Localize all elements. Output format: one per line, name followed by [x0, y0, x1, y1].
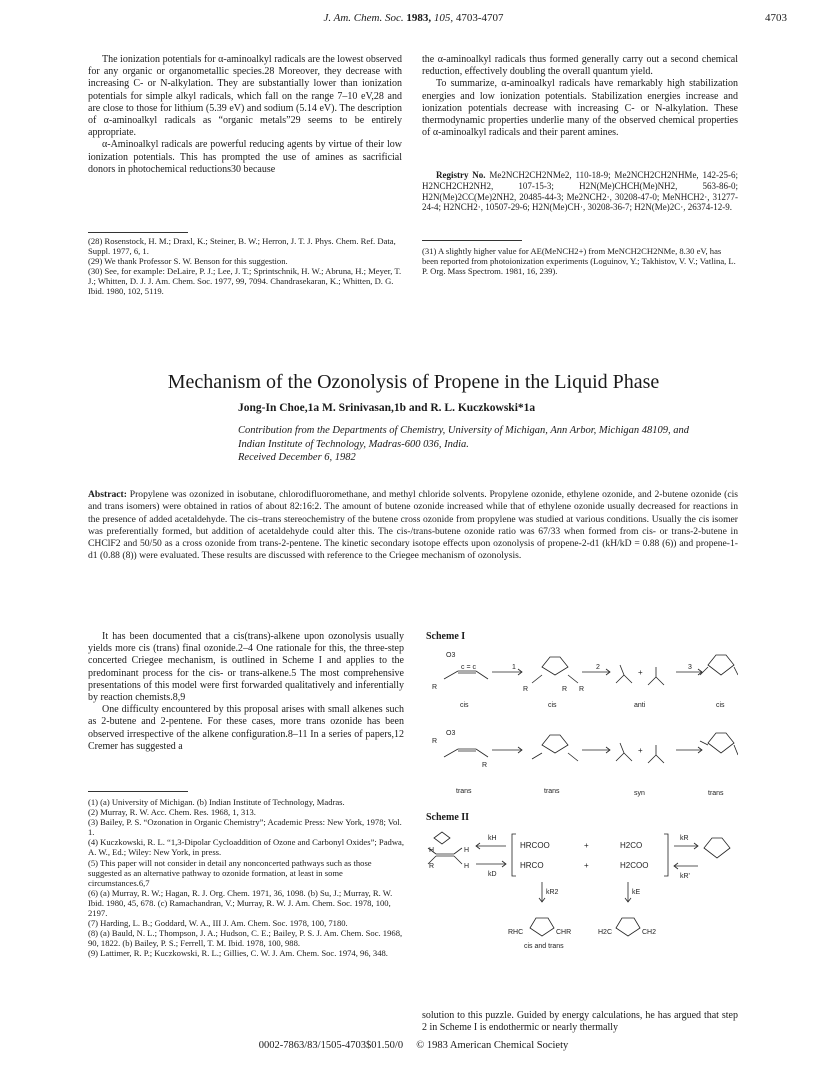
svg-text:R: R	[562, 686, 568, 693]
svg-text:O3: O3	[446, 730, 456, 737]
footnote: (7) Harding, L. B.; Goddard, W. A., III J. Am. Chem. Soc. 1978, 100, 7180.	[88, 918, 348, 929]
rate-label: kR2	[546, 889, 559, 896]
top-right-column	[422, 54, 738, 139]
received-date: Received December 6, 1982	[238, 452, 356, 463]
footnote: (6) (a) Murray, R. W.; Hagan, R. J. Org. Chem. 1971, 36, 1098. (b) Su, J.; Murray, R. W. Ibid. 1980, 45, 678. (c) Ramachandran, V.; Murray, R. W. J. Am. Chem. Soc. 1978, 100, 2197.	[88, 887, 393, 919]
top-left-column	[88, 54, 402, 176]
svg-text:O3: O3	[446, 652, 456, 659]
svg-text:H: H	[464, 863, 470, 870]
stereo-label: trans	[456, 788, 472, 795]
footnote: (3) Bailey, P. S. “Ozonation in Organic Chemistry”; Academic Press: New York, 1978; Vol. 1.	[88, 817, 402, 838]
stereo-label: anti	[634, 702, 646, 709]
registry-label: Registry No.	[436, 170, 486, 180]
step-label: 2	[596, 664, 600, 671]
scheme-caption: cis and trans	[524, 943, 564, 950]
footnote: (2) Murray, R. W. Acc. Chem. Res. 1968, 1, 313.	[88, 807, 256, 818]
scheme-2-title: Scheme II	[426, 812, 470, 823]
article-title: Mechanism of the Ozonolysis of Propene in the Liquid Phase	[167, 371, 660, 393]
journal-year: 1983,	[406, 12, 432, 24]
svg-text:H: H	[429, 847, 435, 854]
page-footer	[0, 1040, 827, 1051]
rate-label: kH	[488, 835, 497, 842]
svg-text:R: R	[482, 762, 488, 769]
registry-text: Me2NCH2CH2NMe2, 110-18-9; Me2NCH2CH2NHMe, 142-25-6; H2NCH2CH2NH2, 107-15-3; H2N(Me)CHCH(Me)NH2, 563-86-0; H2N(Me)2CC(Me)2NH2, 20485-44-3; Me2NCH2·, 30208-47-0; MeNHCH2·, 31277-24-4; H2NCH2·, 10507-29-6; H2N(Me)CH·, 30208-36-7; H2N(Me)2C·, 26374-12-9.	[422, 170, 738, 213]
paragraph: α-Aminoalkyl radicals are powerful reducing agents by virtue of their low ionization potentials. This has prompted the use of amines as sacrificial donors in photochemical reductions30 because	[88, 139, 402, 175]
rate-label: kR'	[680, 873, 690, 880]
abstract-label: Abstract:	[88, 489, 127, 500]
paragraph: solution to this puzzle. Guided by energy calculations, he has argued that step 2 in Scheme I is endothermic or nearly thermally	[422, 1010, 738, 1034]
svg-text:H: H	[464, 847, 470, 854]
affiliation-text: Contribution from the Departments of Chemistry, University of Michigan, Ann Arbor, Michigan 48109, and Indian Institute of Technology, Madras-600 036, India.	[238, 425, 689, 450]
species-label: HRCO	[520, 861, 544, 870]
paragraph: It has been documented that a cis(trans)-alkene upon ozonolysis usually yields more cis (trans) final ozonide.2–4 One rationale for this, the three-step concerted Criegee mechanism, is outlined in Scheme I and applies to the predominant process for the cis- or trans-alkene.5 The most comprehensive presentations of this model were first forwarded qualitatively and inferentially by reaction chemists.8,9	[88, 631, 404, 704]
journal-name: J. Am. Chem. Soc.	[323, 12, 404, 24]
body-right-column	[422, 1010, 738, 1034]
svg-text:R: R	[523, 686, 529, 693]
copyright: © 1983 American Chemical Society	[416, 1040, 569, 1051]
paragraph: the α-aminoalkyl radicals thus formed generally carry out a second chemical reduction, effectively doubling the overall quantum yield.	[422, 54, 738, 78]
svg-text:R: R	[432, 684, 438, 691]
scheme-1-title: Scheme I	[426, 631, 466, 642]
abstract-text: Propylene was ozonized in isobutane, chlorodifluoromethane, and methyl chloride solvents. Propylene ozonide, ethylene ozonide, and 2-butene ozonide (cis and trans isomers) were obtained in ratios of about 82:16:2. The amount of butene ozonide increased while that of ethylene ozonide usually decreased for reactions in the presence of added acetaldehyde. The cis–trans stereochemistry of the butene cross ozonide from propylene was studied at various conditions. Usually the cis isomer was preferentially formed, but addition of acetaldehyde could alter this. The cis-/trans-butene ozonide ratio was 67/33 when formed from cis- or trans-2-butene in CHClF2 and 50/50 as a cross ozonide from trans-2-pentene. The kinetic secondary isotope effects upon ozonolysis of propene-2-d1 (kH/kD = 0.88 (6)) and propene-1-d1 (0.88 (8)) were evaluated. These results are discussed with reference to the Criegee mechanism of ozonolysis.	[88, 489, 738, 562]
paragraph: To summarize, α-aminoalkyl radicals have remarkably high stabilization energies and low ionization potentials. Stabilization energies increase and ionization potentials decrease with increasing C- or N-alkylation. These thermodynamic properties underlie many of the observed chemical properties of α-aminoalkyl radicals and their parent amines.	[422, 78, 738, 139]
paragraph: One difficulty encountered by this proposal arises with small alkenes such as 2-butene and 2-pentene. For these cases, more trans ozonide has been observed irrespective of the alkene configuration.8–11 In a series of papers,12 Cremer has suggested a	[88, 704, 404, 752]
step-label: 3	[688, 664, 692, 671]
top-right-footnote	[422, 246, 738, 276]
abstract	[88, 489, 738, 563]
stereo-label: cis	[548, 702, 557, 709]
stereo-label: cis	[716, 702, 725, 709]
footnote: (30) See, for example: DeLaire, P. J.; Lee, J. T.; Sprintschnik, H. W.; Abruna, H.; Meyer, T. J.; Whitten, D. J. J. Am. Chem. Soc. 1977, 99, 7094. Chandrasekaran, K.; Whitten, D. G. Ibid. 1980, 102, 5119.	[88, 266, 402, 297]
body-left-footnotes	[88, 797, 404, 959]
stereo-label: trans	[544, 788, 560, 795]
svg-text:c = c: c = c	[461, 664, 476, 671]
svg-text:+: +	[638, 668, 643, 677]
journal-volume: 105,	[433, 12, 454, 24]
species-label: H2CO	[620, 841, 643, 850]
stereo-label: cis	[460, 702, 469, 709]
footnote: (28) Rosenstock, H. M.; Draxl, K.; Steiner, B. W.; Herron, J. T. J. Phys. Chem. Ref. Data, Suppl. 1977, 6, 1.	[88, 236, 396, 257]
product-label: RHC	[508, 929, 524, 936]
article-affiliation	[238, 424, 708, 465]
product-label: H2C	[598, 929, 613, 936]
footnote: (8) (a) Bauld, N. L.; Thompson, J. A.; Hudson, C. E.; Bailey, P. S. J. Am. Chem. Soc. 1968, 90, 1822. (b) Bailey, P. S.; Ferrell, T. M. Ibid. 1978, 100, 988.	[88, 928, 403, 949]
product-label: CHR	[556, 929, 572, 936]
top-left-footnotes	[88, 236, 402, 297]
svg-text:+: +	[638, 746, 643, 755]
footnote: (31) A slightly higher value for AE(MeNCH2+) from MeNCH2CH2NMe, 8.30 eV, has been reported from photoionization experiments (Loguinov, Y.; Takhistov, V. V.; Vatlina, L. P. Org. Mass Spectrom. 1981, 16, 239).	[422, 246, 736, 277]
species-label: HRCOO	[520, 841, 550, 850]
product-label: CH2	[642, 929, 657, 936]
page-number: 4703	[765, 12, 787, 24]
article-code: 0002-7863/83/1505-4703$01.50/0	[258, 1040, 404, 1051]
article-authors: Jong-In Choe,1a M. Srinivasan,1b and R. L. Kuczkowski*1a	[238, 402, 536, 414]
footnote: (1) (a) University of Michigan. (b) Indian Institute of Technology, Madras.	[88, 797, 345, 807]
registry-numbers	[422, 170, 738, 213]
species-label: H2COO	[620, 861, 649, 870]
step-label: 1	[512, 664, 516, 671]
scheme-1-diagram	[424, 645, 738, 805]
stereo-label: trans	[708, 790, 724, 797]
paragraph: The ionization potentials for α-aminoalkyl radicals are the lowest observed for any organic or organometallic species.28 Moreover, they decrease with increasing C- or N-alkylation. They are substantially lower than ionization potentials for simple alkyl radicals, which fall on the range 7–10 eV,28 and are close to those for lithium (5.39 eV) and sodium (5.14 eV). The description of α-aminoalkyl radicals as “organic metals”29 seems to be entirely appropriate.	[88, 54, 402, 139]
journal-pages: 4703-4707	[455, 12, 504, 24]
svg-text:R: R	[579, 686, 585, 693]
footnote-divider	[88, 232, 188, 233]
body-left-column	[88, 631, 404, 753]
rate-label: kR	[680, 835, 689, 842]
rate-label: kD	[488, 871, 497, 878]
footnote-divider	[88, 791, 188, 792]
scheme-2-diagram	[424, 828, 738, 988]
journal-citation	[0, 12, 827, 24]
footnote-divider	[422, 240, 522, 241]
footnote: (9) Lattimer, R. P.; Kuczkowski, R. L.; Gillies, C. W. J. Am. Chem. Soc. 1974, 96, 348.	[88, 948, 388, 959]
running-header	[0, 12, 827, 28]
rate-label: kE	[632, 889, 641, 896]
svg-text:R: R	[432, 738, 438, 745]
footnote: (4) Kuczkowski, R. L. “1,3-Dipolar Cycloaddition of Ozone and Carbonyl Oxides”; Padwa, A. W., Ed.; Wiley: New York, in press.	[88, 837, 404, 858]
plus-sign: +	[584, 841, 589, 850]
plus-sign: +	[584, 861, 589, 870]
footnote: (29) We thank Professor S. W. Benson for this suggestion.	[88, 256, 288, 267]
footnote: (5) This paper will not consider in detail any nonconcerted pathways such as those suggested as an alternative pathway to ozonide formation, at least in some circumstances.6,7	[88, 857, 372, 888]
stereo-label: syn	[634, 790, 645, 797]
svg-text:R: R	[429, 863, 435, 870]
